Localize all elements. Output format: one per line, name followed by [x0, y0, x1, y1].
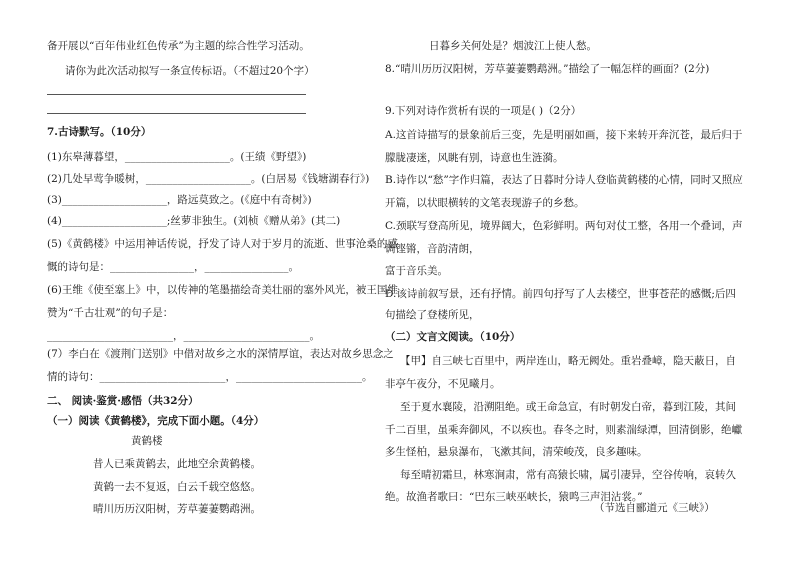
- poem-line: 晴川历历汉阳树，芳草萋萋鹦鹉洲。: [93, 503, 261, 515]
- poem-line: 昔人已乘黄鹤去，此地空余黄鹤楼。: [93, 458, 261, 470]
- passage-line: 至于夏水襄陵，沿溯阻绝。或王命急宣，有时朝发白帝，暮到江陵，其间: [400, 401, 736, 413]
- passage-line: 非亭午夜分，不见曦月。: [385, 378, 501, 390]
- text-line: (1)东皋薄暮望，____________________。(王绩《野望》): [47, 151, 307, 163]
- question-prompt: 请你为此次活动拟写一条宣传标语。（不超过20个字）: [65, 65, 315, 77]
- poem-line: 黄鹤一去不复返，白云千载空悠悠。: [93, 481, 261, 493]
- passage-line: 每至晴初霜旦，林寒涧肃，常有高猿长啸，属引凄异，空谷传响，哀转久: [400, 469, 736, 481]
- poem-line: 日暮乡关何处是？烟波江上使人愁。: [429, 40, 597, 52]
- right-column: [385, 0, 794, 561]
- passage-line: 多生怪柏，悬泉瀑布，飞漱其间，清荣峻茂，良多趣味。: [385, 446, 648, 458]
- poem-title: 黄鹤楼: [131, 435, 163, 447]
- subsection-heading: （二）文言文阅读。（10分）: [385, 331, 521, 343]
- passage-line: 绝。故渔者歌曰：“巴东三峡巫峡长，猿鸣三声泪沾裳。”: [385, 491, 643, 503]
- option-b: B.诗作以“愁”字作归篇，表达了日暮时分诗人登临黄鹤楼的心情，同时又照应: [385, 174, 743, 186]
- question-text: 8.“晴川历历汉阳树，芳草萋萋鹦鹉洲。”描绘了一幅怎样的画面？(2分): [385, 63, 710, 75]
- text-line: (5)《黄鹤楼》中运用神话传说，抒发了诗人对于岁月的流逝、世事沧桑的感: [47, 238, 398, 250]
- passage-line: 【甲】自三峡七百里中，两岸连山，略无阙处。重岩叠嶂，隐天蔽日，自: [400, 355, 736, 367]
- text-line: 赞为“千古壮观”的句子是：: [47, 307, 174, 319]
- question-text: 9.下列对诗作赏析有误的一项是( )（2分）: [385, 105, 582, 117]
- option-d-cont: 句描绘了登楼所见，: [385, 309, 480, 321]
- text-line: 情的诗句：________________________，________________________。: [47, 371, 373, 383]
- source-note: （节选自郦道元《三峡》）: [594, 502, 715, 514]
- text-line: (7）李白在《渡荆门送别》中借对故乡之水的深情厚谊，表达对故乡思念之: [47, 348, 394, 360]
- option-d: D.该诗前叙写景，还有抒情。前四句抒写了人去楼空，世事苍茫的感慨;后四: [385, 288, 736, 300]
- option-a: A.这首诗描写的景象前后三变，先是明丽如画，接下来转开奔沉苍，最后归于: [385, 129, 743, 141]
- text-line: 备开展以“百年伟业红色传承”为主题的综合性学习活动。: [47, 40, 310, 52]
- text-line: 慨的诗句是：________________，________________。: [47, 261, 299, 273]
- text-line: (6)王维《使至塞上》中，以传神的笔墨描绘奇美壮丽的塞外风光，被王国维: [47, 284, 398, 296]
- option-c: C.颈联写登高所见，境界阔大，色彩鲜明。两句对仗工整，各用一个叠词，声: [385, 220, 743, 232]
- option-c-cont: 调铿锵，音韵清朗，: [385, 243, 480, 255]
- text-line: (3)____________________，路远莫致之。(《庭中有奇树》): [47, 194, 312, 206]
- passage-line: 千二百里，虽乘奔御风，不以疾也。春冬之时，则素湍绿潭，回清倒影，绝巘: [385, 424, 742, 436]
- text-line: (4)____________________;丝萝非独生。(刘桢《赠从弟》(其二): [47, 215, 341, 227]
- section-heading: 二、 阅读·鉴赏·感悟（共32分）: [47, 395, 199, 407]
- option-c-cont: 富于音乐美。: [385, 265, 448, 277]
- subsection-heading: （一）阅读《黄鹤楼》，完成下面小题。（4分）: [47, 415, 265, 427]
- question-heading: 7.古诗默写。（10分）: [47, 126, 152, 138]
- option-a-cont: 朦胧凄迷，风眺有别，诗意也生涟漪。: [385, 152, 564, 164]
- text-line: (2)几处早莺争暖树，____________________。(白居易《钱塘湖春行》): [47, 173, 370, 185]
- answer-line[interactable]: [47, 113, 306, 114]
- answer-line[interactable]: [47, 94, 306, 95]
- option-b-cont: 开篇，以状眼横转的文笔表现游子的乡愁。: [385, 197, 585, 209]
- text-line: ________________________，________________________。: [47, 330, 320, 342]
